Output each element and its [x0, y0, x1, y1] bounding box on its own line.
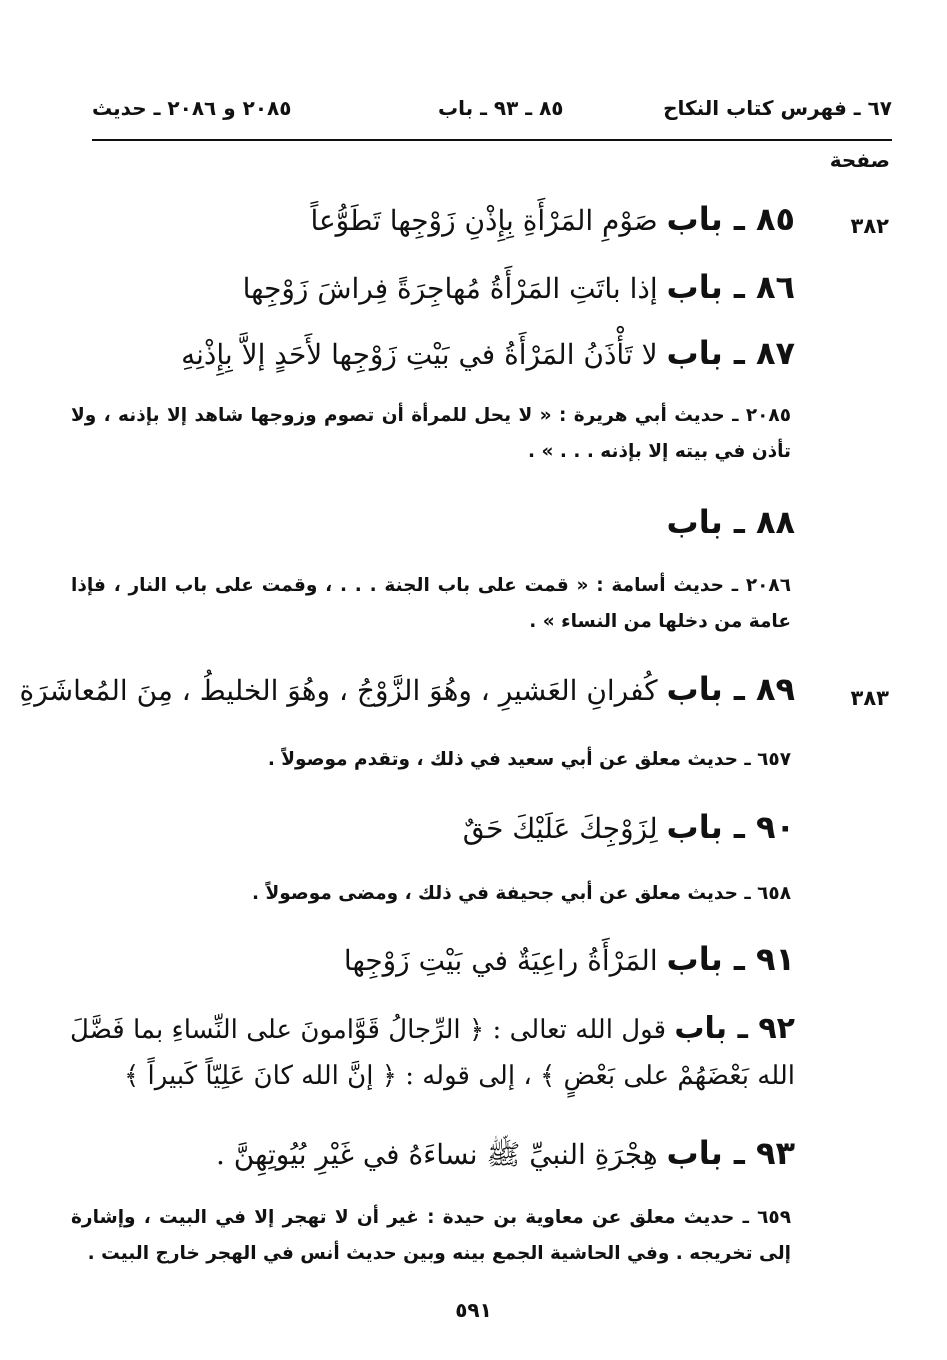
chapter-85: [310, 200, 795, 238]
chapter-title: هِجْرَةِ النبيِّ ﷺ نساءَهُ في غَيْرِ بُيُوتِهِنَّ .: [215, 1138, 658, 1171]
header-chapters-range: ٨٥ ـ ٩٣ ـ باب: [438, 96, 564, 120]
chapter-title: المَرْأَةُ راعِيَةٌ في بَيْتِ زَوْجِها: [343, 944, 658, 977]
chapter-number: ٩٠ ـ باب: [666, 808, 795, 846]
chapter-title: كُفرانِ العَشيرِ ، وهُوَ الزَّوْجُ ، وهُوَ الخليطُ ، مِنَ المُعاشَرَةِ: [19, 674, 658, 707]
page-column-label: صفحة: [829, 148, 890, 172]
hadith-659: ٦٥٩ ـ حديث معلق عن معاوية بن حيدة : غير أن لا تهجر إلا في البيت ، وإشارة إلى تخريجه . وفي الحاشية الجمع بينه وبين حديث أنس في الهجر خارج البيت .: [71, 1207, 791, 1264]
chapter-number: ٨٥ ـ باب: [666, 200, 795, 238]
chapter-number: ٨٨ ـ باب: [666, 503, 795, 541]
chapter-title: صَوْمِ المَرْأَةِ بِإِذْنِ زَوْجِها تَطَوُّعاً: [310, 204, 658, 237]
chapter-title: قول الله تعالى : ﴿ الرِّجالُ قَوَّامونَ على النِّساءِ بما فَضَّلَ الله بَعْضَهُمْ على بَعْضٍ ﴾ ، إلى قوله : ﴿ إنَّ الله كانَ عَلِيّاً كَبيراً ﴾: [70, 1015, 795, 1091]
hadith-2085: ٢٠٨٥ ـ حديث أبي هريرة : « لا يحل للمرأة أن تصوم وزوجها شاهد إلا بإذنه ، ولا تأذن في بيته إلا بإذنه . . . » .: [71, 405, 791, 462]
page-ref-383: ٣٨٣: [850, 686, 889, 710]
chapter-title: لِزَوْجِكَ عَلَيْكَ حَقٌ: [462, 812, 658, 845]
hadith-2086: ٢٠٨٦ ـ حديث أسامة : « قمت على باب الجنة . . . ، وقمت على باب النار ، فإذا عامة من دخلها من النساء » .: [71, 575, 791, 632]
chapter-90: [463, 808, 795, 846]
chapter-number: ٩٢ ـ باب: [674, 1011, 795, 1046]
chapter-93: [216, 1134, 795, 1178]
chapter-title: إذا باتَتِ المَرْأَةُ مُهاجِرَةً فِراشَ زَوْجِها: [242, 272, 658, 305]
chapter-number: ٨٦ ـ باب: [666, 268, 795, 306]
header-chapter: ٦٧ ـ فهرس كتاب النكاح: [663, 96, 892, 120]
chapter-86: [243, 268, 795, 306]
chapter-88: [667, 503, 795, 541]
chapter-number: ٨٧ ـ باب: [666, 334, 795, 372]
chapter-number: ٨٩ ـ باب: [666, 670, 795, 708]
page-ref-382: ٣٨٢: [850, 214, 889, 238]
header-hadith-range: ٢٠٨٥ و ٢٠٨٦ ـ حديث: [92, 96, 292, 120]
header-rule: [92, 139, 892, 141]
chapter-title: لا تَأْذَنُ المَرْأَةُ في بَيْتِ زَوْجِها لأَحَدٍ إلاَّ بِإِذْنِهِ: [181, 338, 658, 371]
chapter-number: ٩١ ـ باب: [666, 940, 795, 978]
chapter-89: [20, 670, 795, 708]
chapter-91: [344, 940, 795, 978]
hadith-657: ٦٥٧ ـ حديث معلق عن أبي سعيد في ذلك ، وتقدم موصولاً .: [267, 749, 791, 770]
hadith-658: ٦٥٨ ـ حديث معلق عن أبي جحيفة في ذلك ، ومضى موصولاً .: [252, 883, 791, 904]
chapter-number: ٩٣ ـ باب: [666, 1134, 795, 1172]
chapter-92: [70, 1006, 795, 1099]
chapter-87: [181, 334, 795, 372]
page-number: ٥٩١: [455, 1298, 492, 1322]
